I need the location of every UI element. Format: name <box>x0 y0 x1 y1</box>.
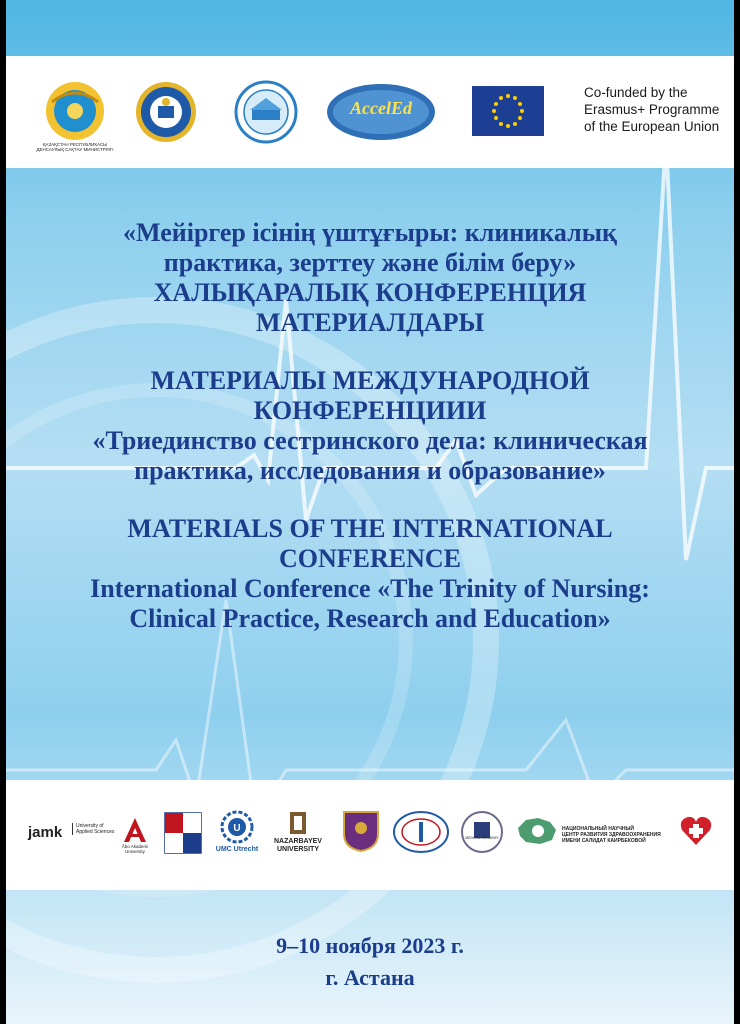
eu-flag-icon <box>472 86 544 136</box>
nazarbayev-university-icon <box>288 810 308 836</box>
nazarbayev-caption: NAZARBAYEV UNIVERSITY <box>274 838 322 853</box>
cover-page <box>6 0 734 1024</box>
title-ru-line-2: КОНФЕРЕНЦИИИ <box>253 396 487 425</box>
heart-cross-icon <box>678 812 714 848</box>
conference-date: 9–10 ноября 2023 г. <box>276 933 464 958</box>
acceled-label: AccelEd <box>350 98 412 118</box>
eu-line-1: Co-funded by the <box>584 85 688 100</box>
abo-akademi-caption: Åbo Akademi University <box>121 844 149 854</box>
jamk-logo: jamk <box>28 824 63 841</box>
svg-text:U: U <box>233 823 241 834</box>
title-ru-line-4: практика, исследования и образование» <box>134 456 606 485</box>
university-seal-icon <box>134 80 198 144</box>
eu-line-3: of the European Union <box>584 119 720 134</box>
title-kz-line-1: «Мейіргер ісінің үштұғыры: клиникалық <box>123 218 617 247</box>
eu-cofunded-text <box>584 84 734 135</box>
conference-titles <box>6 218 734 634</box>
kazakhstan-map-icon <box>516 814 558 848</box>
conference-city: г. Астана <box>325 965 415 990</box>
abo-akademi-icon <box>122 816 148 844</box>
title-en-line-3: International Conference «The Trinity of Nursing: <box>90 574 650 603</box>
title-ru-line-1: МАТЕРИАЛЫ МЕЖДУНАРОДНОЙ <box>150 366 590 395</box>
umc-utrecht-caption: UMC Utrecht <box>215 846 259 853</box>
university-shield-icon <box>164 812 202 854</box>
title-kz-line-4: МАТЕРИАЛДАРЫ <box>255 308 485 337</box>
partner-logo-band <box>6 780 734 890</box>
medical-academy-icon <box>460 810 504 854</box>
title-en-line-2: CONFERENCE <box>278 544 461 573</box>
national-center-caption: НАЦИОНАЛЬНЫЙ НАУЧНЫЙ ЦЕНТР РАЗВИТИЯ ЗДРАВООХРАНЕНИЯ ИМЕНИ САЛИДАТ КАИРБЕКОВОЙ <box>562 826 661 844</box>
eu-line-2: Erasmus+ Programme <box>584 102 720 117</box>
medical-university-icon <box>392 810 450 854</box>
college-seal-icon <box>234 80 298 144</box>
crest-icon <box>342 810 380 852</box>
ministry-caption: ҚАЗАҚСТАН РЕСПУБЛИКАСЫ ДЕНСАУЛЫҚ САҚТАУ МИНИСТРЛІГІ <box>36 142 114 152</box>
jamk-subtitle: University of Applied Sciences <box>72 823 116 835</box>
umc-utrecht-icon <box>220 810 254 844</box>
title-en-line-1: MATERIALS OF THE INTERNATIONAL <box>127 514 613 543</box>
ministry-emblem-icon <box>44 80 106 142</box>
conference-dates <box>6 930 734 994</box>
title-kz-line-3: ХАЛЫҚАРАЛЫҚ КОНФЕРЕНЦИЯ <box>153 278 587 307</box>
title-ru-line-3: «Триединство сестринского дела: клиническая <box>92 426 648 455</box>
title-kz-line-2: практика, зерттеу және білім беру» <box>163 248 577 277</box>
medical-academy-caption: MEDICAL ACADEMY <box>465 836 499 840</box>
title-en-line-4: Clinical Practice, Research and Education» <box>129 604 611 633</box>
